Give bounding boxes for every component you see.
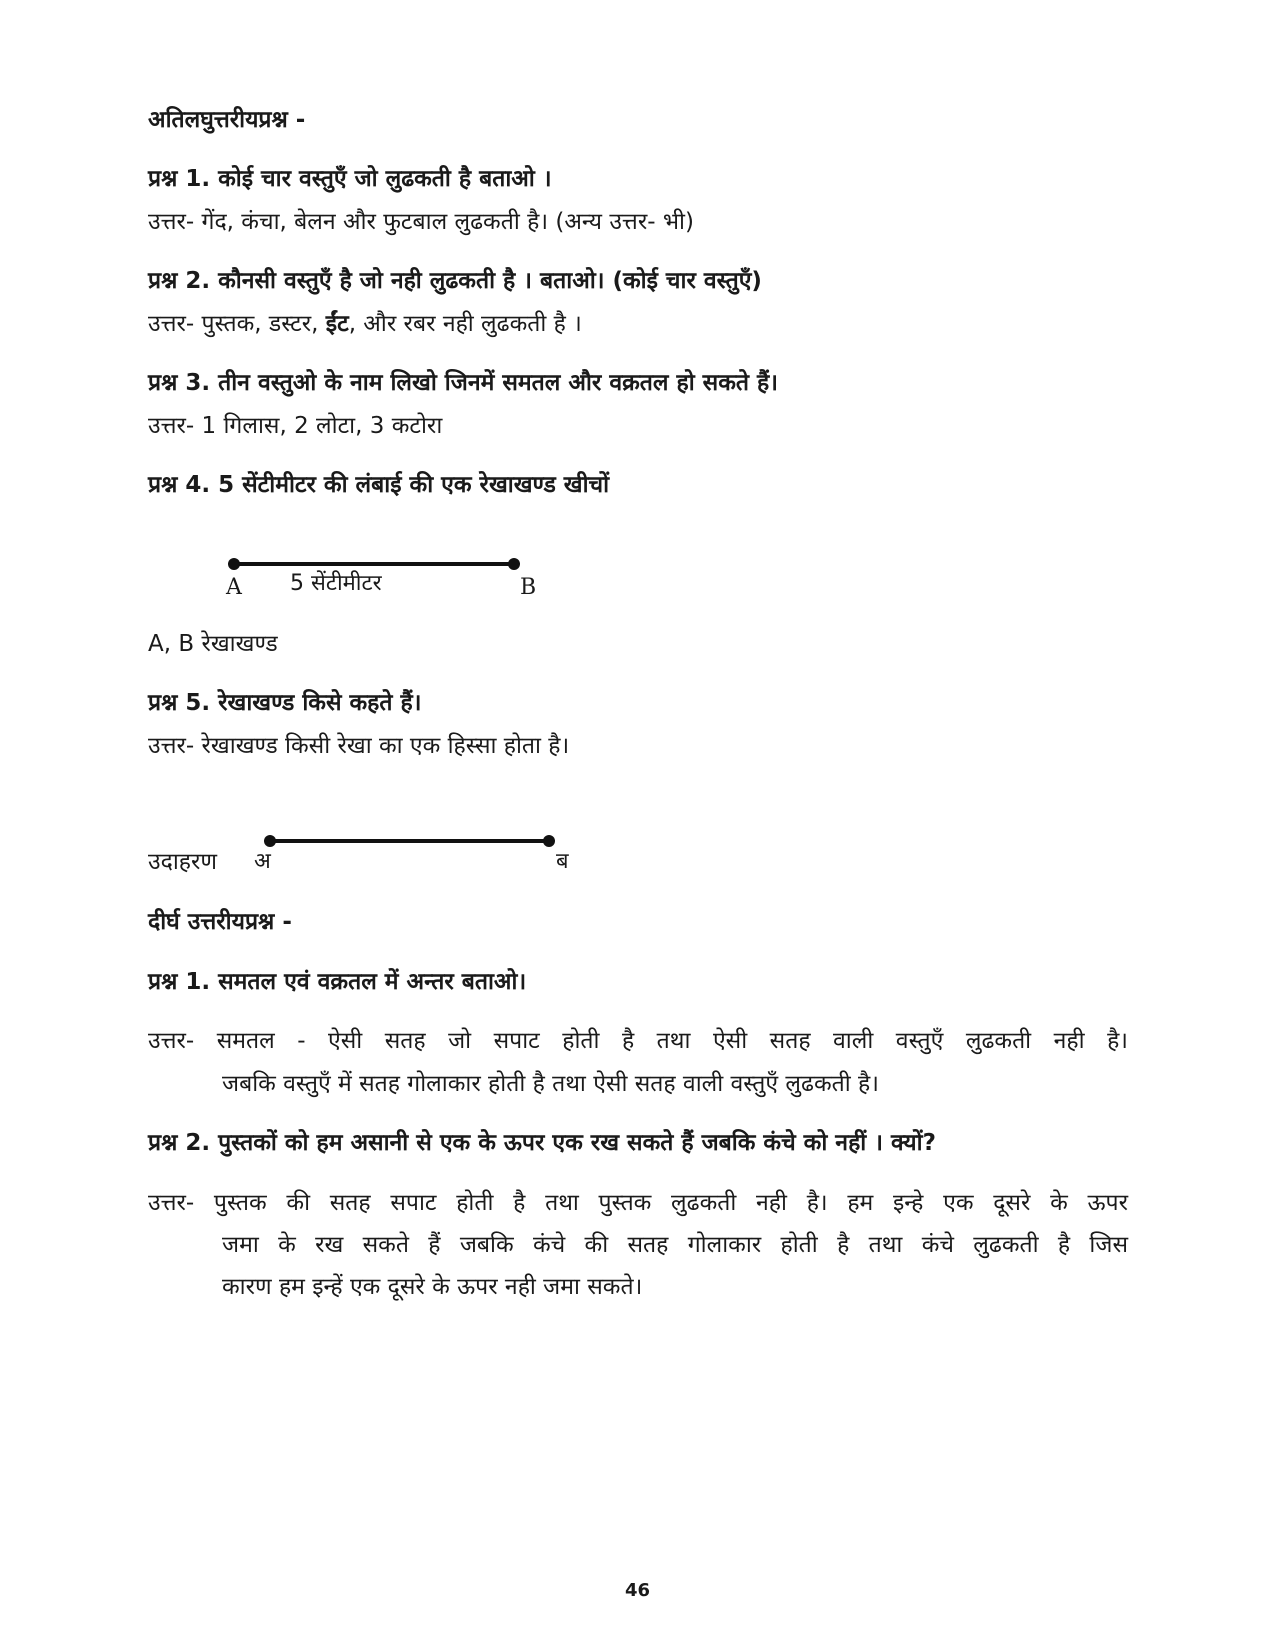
- segment-line: [234, 562, 514, 566]
- answer-2-bold-word: ईंट: [325, 311, 349, 337]
- question-3: प्रश्न 3. तीन वस्तुओ के नाम लिखो जिनमें समतल और वक्रतल हो सकते हैं।: [148, 370, 778, 396]
- example-label-start: अ: [254, 849, 271, 874]
- example-label: उदाहरण: [148, 849, 218, 875]
- long-answer-2-line-3: कारण हम इन्हें एक दूसरे के ऊपर नही जमा सकते।: [222, 1274, 643, 1300]
- answer-2: [148, 308, 1128, 340]
- page-number: 46: [624, 1580, 651, 1601]
- answer-2-part-2: , और रबर नही लुढकती है ।: [348, 311, 582, 337]
- long-answer-2-line-2: जमा के रख सकते हैं जबकि कंचे की सतह गोलाकार होती है तथा कंचे लुढकती है जिस: [222, 1232, 1128, 1258]
- section-heading-short: अतिलघुत्तरीयप्रश्न -: [148, 107, 306, 133]
- segment-point-b: [508, 558, 520, 570]
- example-point-end: [543, 835, 555, 847]
- segment-caption: A, B रेखाखण्ड: [148, 631, 278, 657]
- long-answer-1-line-1: उत्तर- समतल - ऐसी सतह जो सपाट होती है तथा ऐसी सतह वाली वस्तुएँ लुढकती नही है।: [148, 1028, 1128, 1054]
- answer-3: उत्तर- 1 गिलास, 2 लोटा, 3 कटोरा: [148, 413, 443, 439]
- question-1: प्रश्न 1. कोई चार वस्तुएँ जो लुढकती है बताओ ।: [148, 166, 552, 192]
- long-answer-1-line-2: जबकि वस्तुएँ में सतह गोलाकार होती है तथा ऐसी सतह वाली वस्तुएँ लुढकती है।: [222, 1071, 879, 1097]
- segment-point-a: [228, 558, 240, 570]
- answer-5: उत्तर- रेखाखण्ड किसी रेखा का एक हिस्सा होता है।: [148, 733, 570, 759]
- answer-1: उत्तर- गेंद, कंचा, बेलन और फुटबाल लुढकती है। (अन्य उत्तर- भी): [148, 209, 694, 235]
- segment-label-b: B: [520, 575, 537, 600]
- example-point-start: [264, 835, 276, 847]
- question-2: प्रश्न 2. कौनसी वस्तुएँ है जो नही लुढकती है । बताओ। (कोई चार वस्तुएँ): [148, 268, 762, 294]
- long-answer-2-line-1: उत्तर- पुस्तक की सतह सपाट होती है तथा पुस्तक लुढकती नही है। हम इन्हे एक दूसरे के ऊपर: [148, 1190, 1128, 1216]
- question-5: प्रश्न 5. रेखाखण्ड किसे कहते हैं।: [148, 690, 422, 716]
- example-segment-line: [270, 839, 549, 843]
- segment-label-a: A: [226, 575, 242, 600]
- example-label-end: ब: [556, 849, 569, 874]
- answer-2-part-1: उत्तर- पुस्तक, डस्टर,: [148, 311, 326, 337]
- long-question-2: प्रश्न 2. पुस्तकों को हम असानी से एक के ऊपर एक रख सकते हैं जबकि कंचे को नहीं । क्यों?: [148, 1130, 936, 1156]
- question-4: प्रश्न 4. 5 सेंटीमीटर की लंबाई की एक रेखाखण्ड खीचों: [148, 472, 610, 498]
- section-heading-long: दीर्घ उत्तरीयप्रश्न -: [148, 909, 292, 935]
- long-question-1: प्रश्न 1. समतल एवं वक्रतल में अन्तर बताओ।: [148, 969, 527, 995]
- segment-length-label: 5 सेंटीमीटर: [290, 571, 382, 596]
